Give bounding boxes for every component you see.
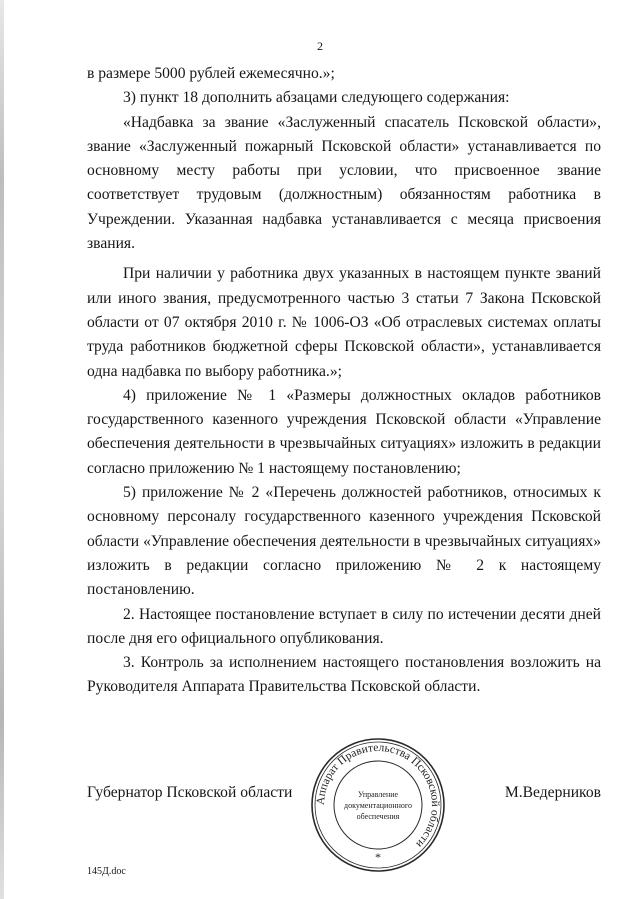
paragraph-item-5: 5) приложение № 2 «Перечень должностей работников, относимых к основному персоналу государственного казенного учреждения Псковской области «Управление обеспечения деятельности в чрезвычайных ситуациях» изложить в редакции согласно приложению № 2 к настоящему постановлению. bbox=[87, 484, 601, 599]
seal-star-icon: * bbox=[375, 850, 381, 864]
seal-ring-textpath: Аппарат Правительства Псковской области bbox=[314, 741, 442, 850]
paragraph-continuation: в размере 5000 рублей ежемесячно.»; bbox=[87, 65, 335, 82]
paragraph-item-4: 4) приложение № 1 «Размеры должностных окладов работников государственного казенного учреждения Псковской области «Управление обеспечения деятельности в чрезвычайных ситуациях» изложить в редакции согласно приложению № 1 настоящему постановлению; bbox=[87, 386, 601, 477]
document-body bbox=[87, 62, 601, 700]
paragraph-two-titles: При наличии у работника двух указанных в настоящем пункте званий или иного звания, предусмотренного частью 3 статьи 7 Закона Псковской области от 07 октября 2010 г. № 1006-ОЗ «Об отраслевых системах оплаты труда работников бюджетной сферы Псковской области», устанавливается одна надбавка по выбору работника.»; bbox=[87, 265, 601, 380]
seal-center-line-3: обеспечения bbox=[356, 812, 400, 821]
paragraph-clause-3: 3. Контроль за исполнением настоящего постановления возложить на Руководителя Аппарата Правительства Псковской области. bbox=[87, 654, 601, 696]
signatory-name: М.Ведерников bbox=[504, 784, 601, 801]
seal-center-line-1: Управление bbox=[357, 790, 399, 799]
footer-file-code: 145Д.doc bbox=[87, 866, 126, 877]
seal-center-line-2: документационного bbox=[344, 801, 412, 810]
page-number: 2 bbox=[317, 39, 323, 53]
paragraph-quoted-allowance: «Надбавка за звание «Заслуженный спасатель Псковской области», звание «Заслуженный пожарный Псковской области» устанавливается по основному месту работы при условии, что присвоенное звание соответствует трудовым (должностным) обязанностям работника в Учреждении. Указанная надбавка устанавливается с месяца присвоения звания. bbox=[87, 113, 601, 253]
paragraph-clause-2: 2. Настоящее постановление вступает в силу по истечении десяти дней после дня его официального опубликования. bbox=[87, 605, 601, 647]
official-seal-stamp bbox=[310, 737, 446, 873]
scan-edge-shadow bbox=[0, 0, 4, 899]
paragraph-item-3: 3) пункт 18 дополнить абзацами следующего содержания: bbox=[123, 89, 510, 107]
signatory-position: Губернатор Псковской области bbox=[87, 784, 293, 801]
